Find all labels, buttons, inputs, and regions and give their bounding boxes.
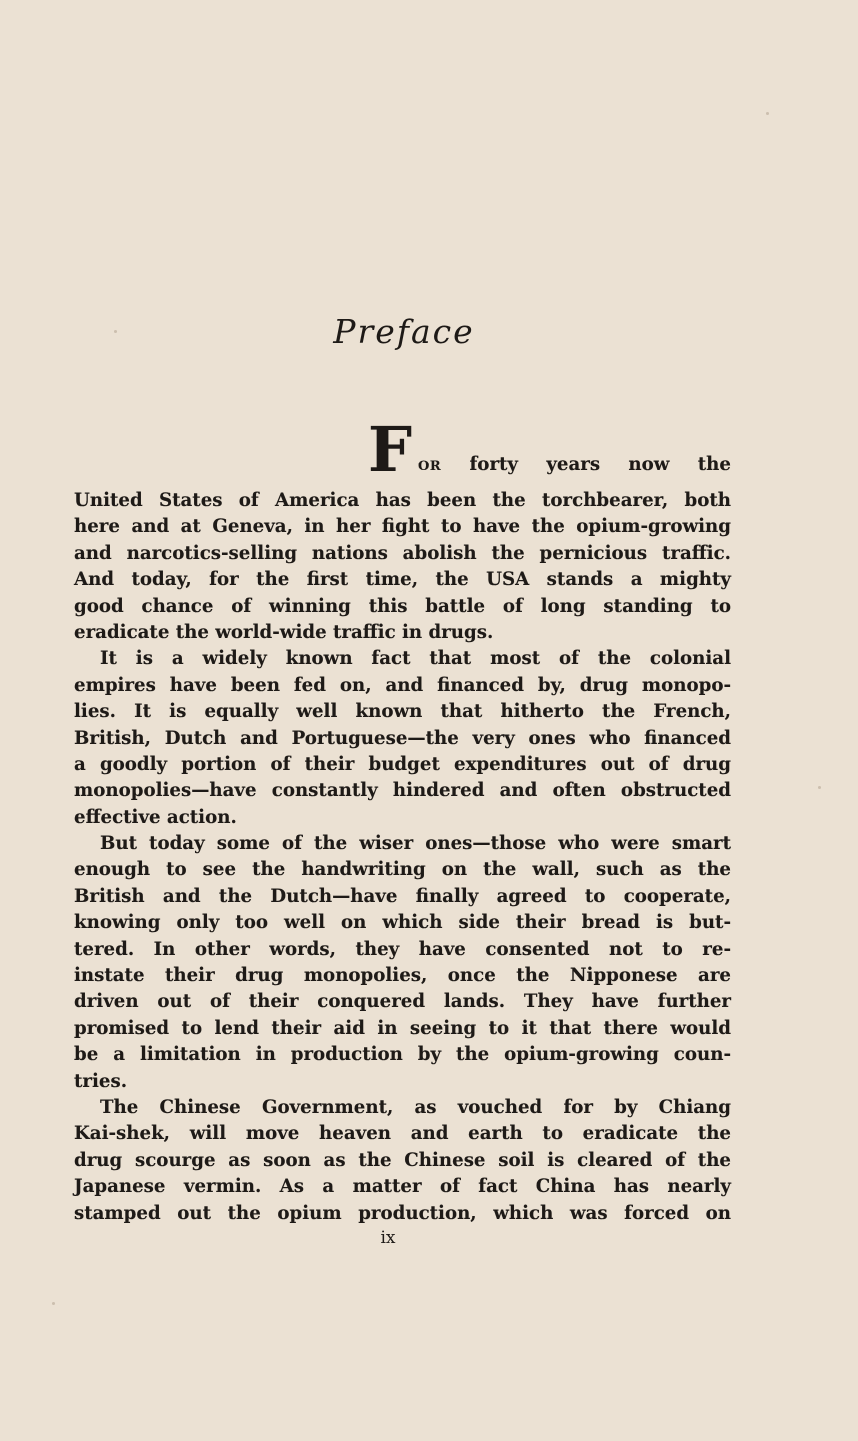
- text-line: be a limitation in production by the opium-growing coun-: [74, 1044, 731, 1066]
- text-line: promised to lend their aid in seeing to it that there would: [74, 1017, 731, 1039]
- text-line: United States of America has been the torchbearer, both: [74, 490, 731, 511]
- text-line: tries.: [74, 1070, 128, 1092]
- text-line: monopolies—have constantly hindered and often obstructed: [74, 780, 731, 802]
- paper-speck: [818, 786, 821, 789]
- text-line: It is a widely known fact that most of the colonial: [100, 648, 731, 670]
- page-number: ix: [380, 1228, 396, 1248]
- text-line: knowing only too well on which side their bread is but-: [74, 912, 731, 934]
- text-line: effective action.: [74, 806, 237, 828]
- text-line: good chance of winning this battle of long standing to: [74, 595, 731, 617]
- text-line: British, Dutch and Portuguese—the very ones who financed: [74, 727, 731, 749]
- paper-speck: [766, 112, 769, 115]
- text-line: enough to see the handwriting on the wall, such as the: [74, 859, 731, 881]
- drop-cap: F: [368, 413, 413, 486]
- text-line: But today some of the wiser ones—those who were smart: [100, 833, 731, 855]
- text-line: here and at Geneva, in her fight to have the opium-growing: [74, 516, 731, 538]
- text-line: And today, for the first time, the USA stands a mighty: [74, 569, 731, 591]
- small-caps-text: OR: [418, 459, 442, 474]
- text-line: tered. In other words, they have consented not to re-: [74, 938, 731, 960]
- text-line: driven out of their conquered lands. They have further: [74, 991, 731, 1013]
- text-line: British and the Dutch—have finally agreed to cooperate,: [74, 885, 731, 907]
- paper-speck: [52, 1302, 55, 1305]
- text-line: and narcotics-selling nations abolish the pernicious traffic.: [74, 542, 731, 564]
- text-line: eradicate the world-wide traffic in drugs.: [74, 621, 494, 643]
- text-line: lies. It is equally well known that hitherto the French,: [74, 701, 731, 723]
- opening-line-text: [418, 452, 731, 478]
- text-line: Japanese vermin. As a matter of fact China has nearly: [74, 1176, 731, 1198]
- text-line: empires have been fed on, and financed by, drug monopo-: [74, 674, 731, 696]
- text-line: The Chinese Government, as vouched for by Chiang: [100, 1096, 731, 1118]
- text-line: stamped out the opium production, which was forced on: [74, 1202, 731, 1224]
- opening-line: [74, 413, 731, 488]
- text-line: instate their drug monopolies, once the Nipponese are: [74, 965, 731, 987]
- preface-body: [74, 413, 731, 1227]
- page-title: Preface: [333, 312, 475, 351]
- text-line: drug scourge as soon as the Chinese soil is cleared of the: [74, 1149, 731, 1171]
- text-line: a goodly portion of their budget expenditures out of drug: [74, 753, 731, 775]
- text-line: Kai-shek, will move heaven and earth to eradicate the: [74, 1123, 731, 1145]
- opening-line-rest: forty years now the: [469, 454, 731, 475]
